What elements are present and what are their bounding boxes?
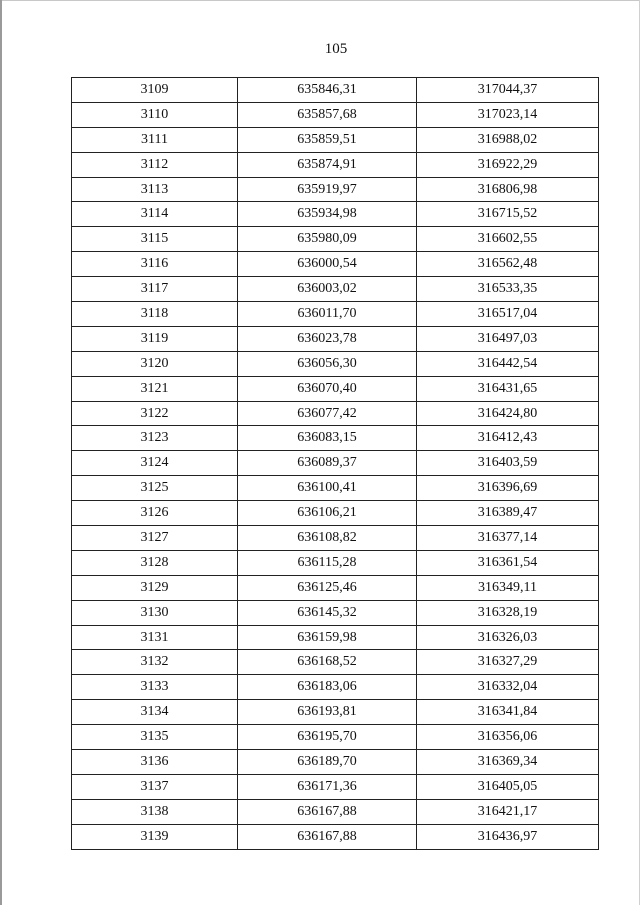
y-coordinate-cell: 316327,29 bbox=[417, 650, 599, 675]
point-number-cell: 3137 bbox=[72, 774, 238, 799]
x-coordinate-cell: 636195,70 bbox=[238, 725, 417, 750]
x-coordinate-cell: 636100,41 bbox=[238, 476, 417, 501]
y-coordinate-cell: 316533,35 bbox=[417, 277, 599, 302]
point-number-cell: 3139 bbox=[72, 824, 238, 849]
table-row bbox=[72, 426, 599, 451]
point-number-cell: 3129 bbox=[72, 575, 238, 600]
x-coordinate-cell: 636145,32 bbox=[238, 600, 417, 625]
y-coordinate-cell: 316922,29 bbox=[417, 152, 599, 177]
table-row bbox=[72, 575, 599, 600]
point-number-cell: 3122 bbox=[72, 401, 238, 426]
x-coordinate-cell: 636108,82 bbox=[238, 526, 417, 551]
table-row bbox=[72, 102, 599, 127]
table-row bbox=[72, 501, 599, 526]
table-row bbox=[72, 550, 599, 575]
y-coordinate-cell: 316396,69 bbox=[417, 476, 599, 501]
table-row bbox=[72, 127, 599, 152]
point-number-cell: 3121 bbox=[72, 376, 238, 401]
y-coordinate-cell: 316424,80 bbox=[417, 401, 599, 426]
point-number-cell: 3132 bbox=[72, 650, 238, 675]
y-coordinate-cell: 316326,03 bbox=[417, 625, 599, 650]
y-coordinate-cell: 317044,37 bbox=[417, 78, 599, 103]
point-number-cell: 3123 bbox=[72, 426, 238, 451]
table-row bbox=[72, 625, 599, 650]
point-number-cell: 3124 bbox=[72, 451, 238, 476]
table-row bbox=[72, 152, 599, 177]
y-coordinate-cell: 316369,34 bbox=[417, 750, 599, 775]
table-row bbox=[72, 774, 599, 799]
table-row bbox=[72, 750, 599, 775]
x-coordinate-cell: 636167,88 bbox=[238, 799, 417, 824]
table-row bbox=[72, 526, 599, 551]
table-row bbox=[72, 177, 599, 202]
table-row bbox=[72, 202, 599, 227]
x-coordinate-cell: 636183,06 bbox=[238, 675, 417, 700]
point-number-cell: 3130 bbox=[72, 600, 238, 625]
y-coordinate-cell: 316341,84 bbox=[417, 700, 599, 725]
point-number-cell: 3138 bbox=[72, 799, 238, 824]
point-number-cell: 3110 bbox=[72, 102, 238, 127]
y-coordinate-cell: 316403,59 bbox=[417, 451, 599, 476]
table-row bbox=[72, 227, 599, 252]
y-coordinate-cell: 316436,97 bbox=[417, 824, 599, 849]
table-row bbox=[72, 600, 599, 625]
table-row bbox=[72, 650, 599, 675]
y-coordinate-cell: 316377,14 bbox=[417, 526, 599, 551]
x-coordinate-cell: 636011,70 bbox=[238, 302, 417, 327]
point-number-cell: 3133 bbox=[72, 675, 238, 700]
x-coordinate-cell: 635846,31 bbox=[238, 78, 417, 103]
table-row bbox=[72, 252, 599, 277]
x-coordinate-cell: 636077,42 bbox=[238, 401, 417, 426]
x-coordinate-cell: 636168,52 bbox=[238, 650, 417, 675]
x-coordinate-cell: 635859,51 bbox=[238, 127, 417, 152]
scan-edge-left bbox=[0, 0, 2, 905]
y-coordinate-cell: 316332,04 bbox=[417, 675, 599, 700]
y-coordinate-cell: 316328,19 bbox=[417, 600, 599, 625]
x-coordinate-cell: 635874,91 bbox=[238, 152, 417, 177]
table-row bbox=[72, 675, 599, 700]
y-coordinate-cell: 316442,54 bbox=[417, 351, 599, 376]
y-coordinate-cell: 316412,43 bbox=[417, 426, 599, 451]
point-number-cell: 3114 bbox=[72, 202, 238, 227]
scan-edge-top bbox=[0, 0, 640, 1]
y-coordinate-cell: 317023,14 bbox=[417, 102, 599, 127]
y-coordinate-cell: 316361,54 bbox=[417, 550, 599, 575]
y-coordinate-cell: 316431,65 bbox=[417, 376, 599, 401]
y-coordinate-cell: 316602,55 bbox=[417, 227, 599, 252]
y-coordinate-cell: 316356,06 bbox=[417, 725, 599, 750]
x-coordinate-cell: 636193,81 bbox=[238, 700, 417, 725]
x-coordinate-cell: 636189,70 bbox=[238, 750, 417, 775]
point-number-cell: 3113 bbox=[72, 177, 238, 202]
point-number-cell: 3128 bbox=[72, 550, 238, 575]
table-row bbox=[72, 401, 599, 426]
y-coordinate-cell: 316389,47 bbox=[417, 501, 599, 526]
point-number-cell: 3135 bbox=[72, 725, 238, 750]
point-number-cell: 3131 bbox=[72, 625, 238, 650]
x-coordinate-cell: 636089,37 bbox=[238, 451, 417, 476]
table-row bbox=[72, 451, 599, 476]
x-coordinate-cell: 636115,28 bbox=[238, 550, 417, 575]
point-number-cell: 3120 bbox=[72, 351, 238, 376]
table-row bbox=[72, 78, 599, 103]
y-coordinate-cell: 316562,48 bbox=[417, 252, 599, 277]
table-row bbox=[72, 326, 599, 351]
y-coordinate-cell: 316517,04 bbox=[417, 302, 599, 327]
x-coordinate-cell: 636023,78 bbox=[238, 326, 417, 351]
x-coordinate-cell: 636003,02 bbox=[238, 277, 417, 302]
point-number-cell: 3125 bbox=[72, 476, 238, 501]
page-number: 105 bbox=[324, 41, 348, 57]
x-coordinate-cell: 636159,98 bbox=[238, 625, 417, 650]
x-coordinate-cell: 636125,46 bbox=[238, 575, 417, 600]
point-number-cell: 3117 bbox=[72, 277, 238, 302]
y-coordinate-cell: 316988,02 bbox=[417, 127, 599, 152]
y-coordinate-cell: 316421,17 bbox=[417, 799, 599, 824]
table-row bbox=[72, 824, 599, 849]
point-number-cell: 3136 bbox=[72, 750, 238, 775]
point-number-cell: 3118 bbox=[72, 302, 238, 327]
coordinates-table bbox=[71, 77, 599, 850]
y-coordinate-cell: 316349,11 bbox=[417, 575, 599, 600]
table-row bbox=[72, 700, 599, 725]
x-coordinate-cell: 636083,15 bbox=[238, 426, 417, 451]
point-number-cell: 3115 bbox=[72, 227, 238, 252]
y-coordinate-cell: 316715,52 bbox=[417, 202, 599, 227]
x-coordinate-cell: 636106,21 bbox=[238, 501, 417, 526]
table-row bbox=[72, 277, 599, 302]
x-coordinate-cell: 636056,30 bbox=[238, 351, 417, 376]
point-number-cell: 3109 bbox=[72, 78, 238, 103]
table-row bbox=[72, 799, 599, 824]
point-number-cell: 3116 bbox=[72, 252, 238, 277]
point-number-cell: 3134 bbox=[72, 700, 238, 725]
y-coordinate-cell: 316405,05 bbox=[417, 774, 599, 799]
x-coordinate-cell: 635919,97 bbox=[238, 177, 417, 202]
table-row bbox=[72, 476, 599, 501]
table-row bbox=[72, 302, 599, 327]
x-coordinate-cell: 636070,40 bbox=[238, 376, 417, 401]
point-number-cell: 3111 bbox=[72, 127, 238, 152]
y-coordinate-cell: 316497,03 bbox=[417, 326, 599, 351]
point-number-cell: 3127 bbox=[72, 526, 238, 551]
x-coordinate-cell: 636000,54 bbox=[238, 252, 417, 277]
y-coordinate-cell: 316806,98 bbox=[417, 177, 599, 202]
point-number-cell: 3119 bbox=[72, 326, 238, 351]
table-row bbox=[72, 725, 599, 750]
point-number-cell: 3112 bbox=[72, 152, 238, 177]
x-coordinate-cell: 635980,09 bbox=[238, 227, 417, 252]
point-number-cell: 3126 bbox=[72, 501, 238, 526]
x-coordinate-cell: 636171,36 bbox=[238, 774, 417, 799]
table-row bbox=[72, 351, 599, 376]
table-row bbox=[72, 376, 599, 401]
coordinates-table-body bbox=[72, 78, 599, 850]
x-coordinate-cell: 635934,98 bbox=[238, 202, 417, 227]
x-coordinate-cell: 635857,68 bbox=[238, 102, 417, 127]
x-coordinate-cell: 636167,88 bbox=[238, 824, 417, 849]
